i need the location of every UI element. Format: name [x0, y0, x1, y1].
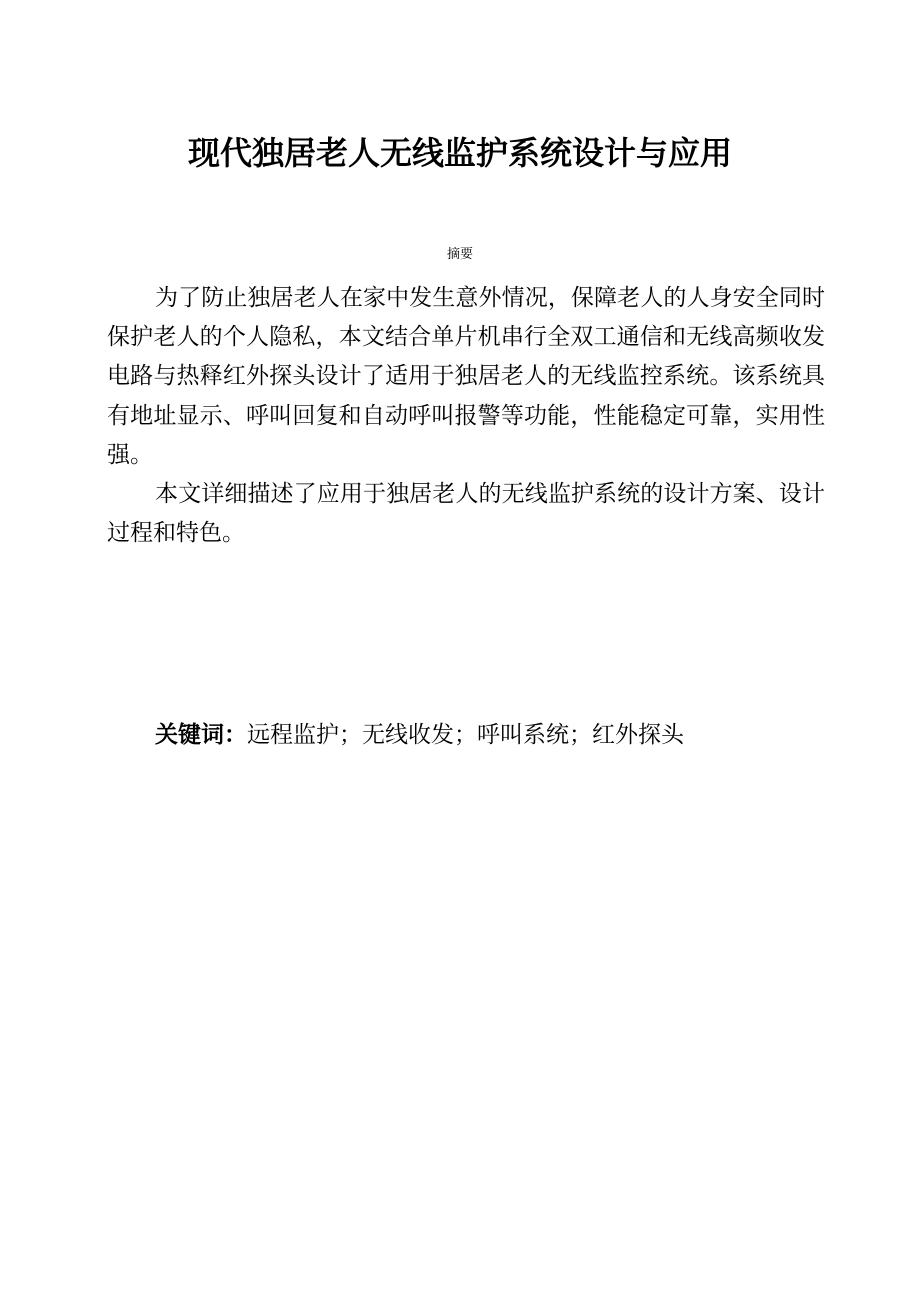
abstract-body [107, 279, 825, 553]
keywords-label: 关键词： [155, 722, 247, 748]
document-title: 现代独居老人无线监护系统设计与应用 [187, 134, 732, 172]
abstract-paragraph: 本文详细描述了应用于独居老人的无线监护系统的设计方案、设计过程和特色。 [107, 481, 825, 547]
keywords-text: 远程监护；无线收发；呼叫系统；红外探头 [247, 722, 684, 748]
keywords-line [155, 717, 835, 753]
abstract-paragraph: 为了防止独居老人在家中发生意外情况，保障老人的人身安全同时保护老人的个人隐私，本文结合单片机串行全双工通信和无线高频收发电路与热释红外探头设计了适用于独居老人的无线监控系统。该系统具有地址显示、呼叫回复和自动呼叫报警等功能，性能稳定可靠，实用性强。 [107, 285, 825, 468]
abstract-heading: 摘要 [446, 247, 473, 262]
